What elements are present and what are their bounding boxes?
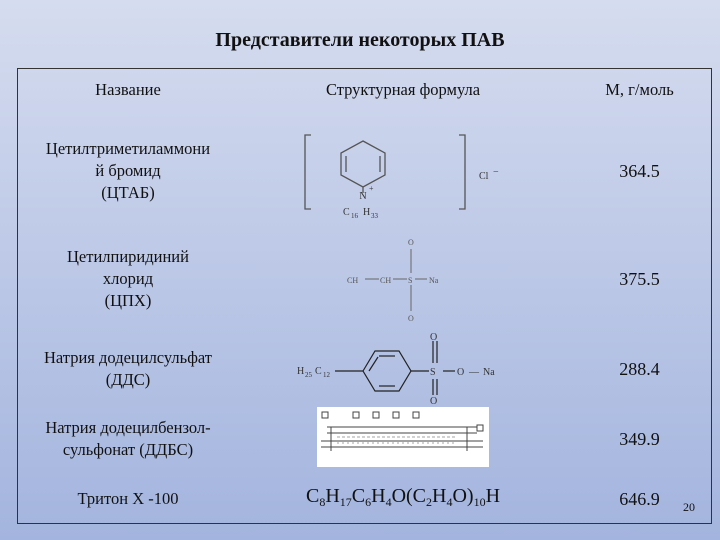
cpc-o-top: O	[408, 238, 414, 247]
header-name: Название	[95, 80, 161, 99]
cpc-na: Na	[429, 276, 439, 285]
ctab-c-sub: 16	[351, 212, 358, 219]
ctab-h-sub: 33	[371, 212, 378, 219]
sds-c: C	[315, 366, 322, 377]
row-formula-sds	[238, 331, 568, 407]
triton-part: C	[305, 485, 320, 507]
row-name-text: Цетилпиридиний хлорид (ЦПХ)	[67, 247, 189, 310]
triton-part: H	[432, 485, 447, 507]
triton-part: O(C	[391, 485, 427, 507]
row-mass: 288.4	[619, 359, 660, 379]
sds-h-sub: 25	[305, 371, 312, 379]
sds-o-right: O	[457, 367, 465, 378]
row-name	[18, 229, 238, 329]
triton-sub: 8	[319, 495, 326, 509]
header-formula: Структурная формула	[325, 80, 481, 99]
row-name-text: Натрия додецилсульфат (ДДС)	[44, 348, 212, 389]
row-mass: 364.5	[619, 161, 660, 181]
row-name	[18, 121, 238, 221]
row-mass: 349.9	[619, 429, 660, 449]
triton-sub: 10	[473, 495, 486, 509]
cpc-structure	[333, 231, 473, 327]
ctab-charge: −	[493, 167, 499, 178]
cpc-s: S	[408, 276, 413, 285]
ctab-anion: Cl	[479, 171, 489, 182]
svg-text:+: +	[369, 184, 374, 193]
ddbs-structure-image	[317, 407, 489, 467]
sds-c-sub: 12	[323, 371, 330, 379]
row-name	[18, 479, 238, 519]
header-mass: М, г/моль	[605, 80, 674, 99]
row-mass: 646.9	[619, 489, 660, 509]
sds-o-bottom: O	[430, 396, 438, 405]
triton-part: H	[371, 485, 386, 507]
row-name-text: Натрия додецилбензол- сульфонат (ДДБС)	[45, 418, 211, 459]
cpc-ch-1: CH	[347, 276, 359, 285]
ctab-structure	[283, 123, 523, 219]
cpc-o-bottom: O	[408, 314, 414, 323]
sds-o-top: O	[430, 333, 438, 343]
row-formula-triton	[238, 479, 568, 519]
row-formula-cpc	[238, 229, 568, 329]
sds-s: S	[430, 367, 436, 378]
triton-part: H	[325, 485, 340, 507]
triton-sub: 6	[365, 495, 372, 509]
sds-na: Na	[483, 367, 495, 378]
triton-part: C	[351, 485, 366, 507]
page-number: 20	[683, 500, 695, 514]
ctab-h: H	[363, 207, 371, 218]
row-mass: 375.5	[619, 269, 660, 289]
surfactants-table	[17, 68, 712, 524]
triton-sub: 17	[339, 495, 352, 509]
row-name	[18, 334, 238, 404]
cpc-ch-2: CH	[380, 276, 392, 285]
row-formula-ddbs	[238, 405, 568, 469]
triton-formula	[306, 485, 500, 513]
triton-sub: 2	[426, 495, 433, 509]
sds-h: H	[297, 366, 305, 377]
svg-text:—: —	[469, 367, 479, 378]
ctab-c: C	[343, 207, 350, 218]
row-formula-ctab	[238, 121, 568, 221]
row-name	[18, 409, 238, 469]
triton-part: O)	[452, 485, 474, 507]
triton-part: H	[485, 485, 501, 507]
triton-sub: 4	[446, 495, 453, 509]
triton-sub: 4	[385, 495, 392, 509]
ctab-n: N	[359, 191, 367, 202]
slide-title: Представители некоторых ПАВ	[215, 29, 505, 51]
row-name-text: Тритон Х -100	[77, 489, 179, 508]
sds-structure	[293, 333, 513, 405]
row-name-text: Цетилтриметиламмони й бромид (ЦТАБ)	[45, 139, 211, 202]
